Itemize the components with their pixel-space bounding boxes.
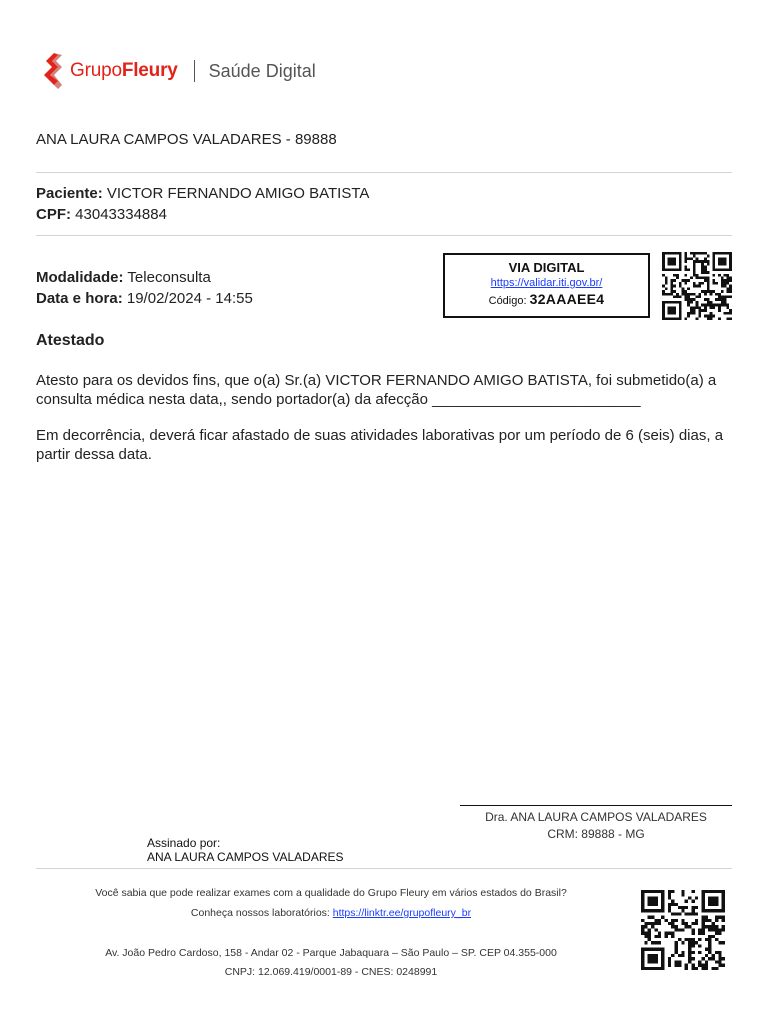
fleury-logo-icon: [40, 51, 66, 91]
footer-labs: [36, 907, 626, 919]
brand-logo: [40, 50, 316, 92]
modality-label: Modalidade:: [36, 269, 124, 286]
divider: [36, 235, 732, 236]
modality-field: [36, 269, 211, 286]
datetime-value: 19/02/2024 - 14:55: [126, 290, 253, 307]
leave-paragraph: Em decorrência, deverá ficar afastado de suas atividades laborativas por um período de 6 (seis) dias, a partir dessa data.: [36, 427, 724, 463]
signature-line: [460, 805, 732, 806]
modality-value: Teleconsulta: [127, 269, 211, 286]
signed-by-name: ANA LAURA CAMPOS VALADARES: [147, 850, 344, 864]
via-digital-box: [443, 253, 650, 318]
footer-address: Av. João Pedro Cardoso, 158 - Andar 02 - Parque Jabaquara – São Paulo – SP. CEP 04.355-000: [105, 947, 557, 959]
qr-code-icon: [662, 252, 732, 320]
certificate-paragraph: Atesto para os devidos fins, que o(a) Sr.(a) VICTOR FERNANDO AMIGO BATISTA, foi submetido(a) a consulta médica nesta data,, sendo portador(a) da afecção _________________________: [36, 372, 717, 408]
patient-name-label: Paciente:: [36, 185, 103, 202]
doctor-header: ANA LAURA CAMPOS VALADARES - 89888: [36, 131, 337, 148]
footer-labs-link[interactable]: https://linktr.ee/grupofleury_br: [332, 907, 472, 919]
validation-link[interactable]: https://validar.iti.gov.br/: [490, 277, 603, 289]
footer-cnpj: CNPJ: 12.069.419/0001-89 - CNES: 0248991: [224, 966, 438, 978]
datetime-label: Data e hora:: [36, 290, 123, 307]
divider: [36, 868, 732, 869]
cpf-label: CPF:: [36, 206, 71, 223]
document-title: Atestado: [36, 332, 105, 349]
signed-by-label: Assinado por:: [147, 836, 221, 850]
divider: [36, 172, 732, 173]
logo-divider: [194, 60, 195, 82]
signature-crm: CRM: 89888 - MG: [547, 827, 645, 841]
footer-labs-label: Conheça nossos laboratórios:: [190, 907, 330, 919]
brand-grupo: Grupo: [70, 60, 122, 81]
patient-name-field: [36, 185, 369, 202]
patient-name-value: VICTOR FERNANDO AMIGO BATISTA: [106, 185, 370, 202]
cpf-value: 43043334884: [75, 206, 167, 223]
validation-code-value: 32AAAEE4: [529, 291, 605, 307]
via-digital-title: VIA DIGITAL: [508, 260, 585, 275]
validation-code-label: Código:: [488, 295, 527, 307]
qr-code-icon: [641, 890, 725, 970]
cpf-field: [36, 206, 167, 223]
brand-fleury: Fleury: [121, 60, 178, 81]
signature-doctor-name: Dra. ANA LAURA CAMPOS VALADARES: [485, 810, 707, 824]
footer-promo: Você sabia que pode realizar exames com a qualidade do Grupo Fleury em vários estados do Brasil?: [95, 887, 567, 899]
datetime-field: [36, 290, 253, 307]
validation-code: [445, 291, 648, 307]
brand-subtitle: Saúde Digital: [208, 60, 316, 81]
